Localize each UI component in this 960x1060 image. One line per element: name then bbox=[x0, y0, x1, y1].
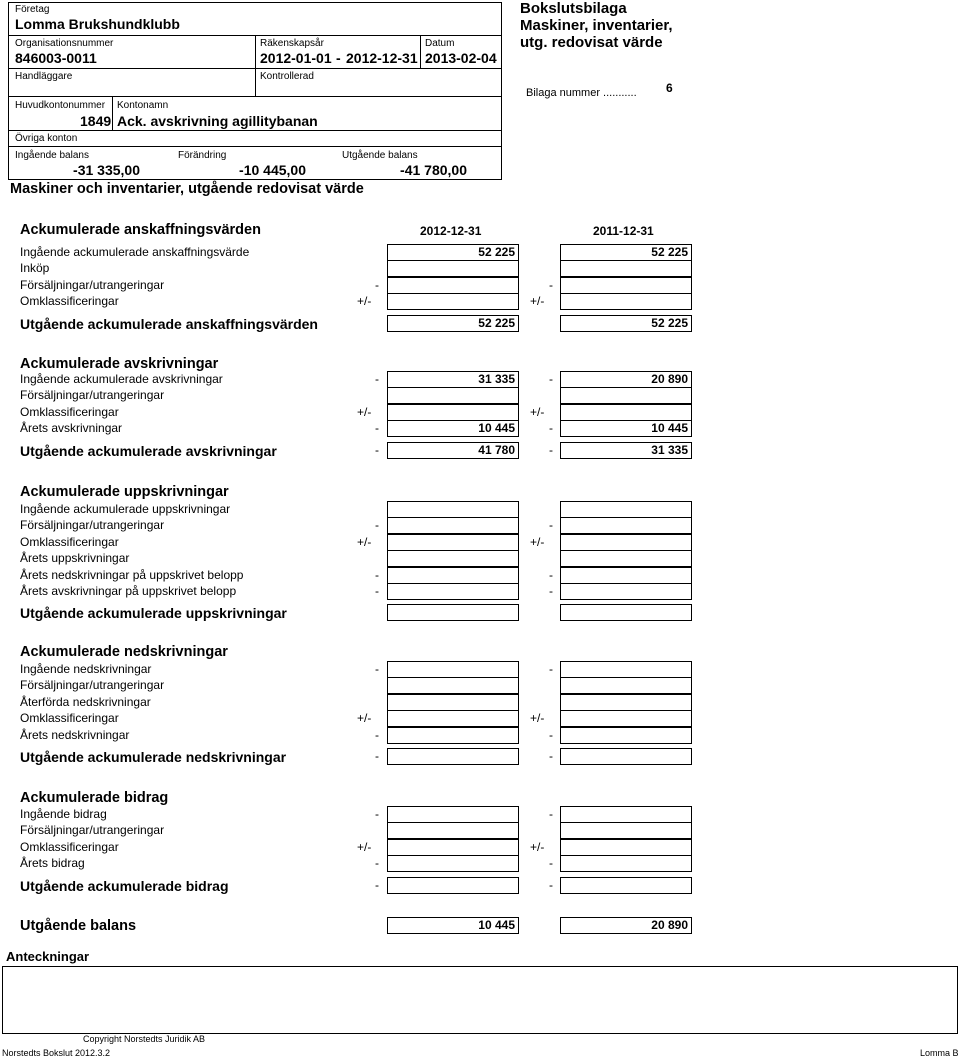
section-title-nedskrivningar: Ackumulerade nedskrivningar bbox=[20, 644, 228, 660]
divider bbox=[255, 35, 256, 96]
divider bbox=[8, 146, 502, 147]
row-value-previous bbox=[560, 404, 692, 421]
row-value-current bbox=[387, 293, 519, 310]
row-sign-previous: - bbox=[549, 728, 553, 742]
row-value-previous bbox=[560, 567, 692, 584]
row-label: Utgående ackumulerade bidrag bbox=[20, 878, 229, 894]
section-title-bidrag: Ackumulerade bidrag bbox=[20, 790, 169, 806]
row-sign-previous: +/- bbox=[530, 840, 545, 854]
bilaga-title-2: Maskiner, inventarier, bbox=[520, 17, 673, 34]
bilaga-nummer-value: 6 bbox=[666, 81, 673, 95]
row-label: Årets avskrivningar på uppskrivet belopp bbox=[20, 584, 237, 598]
row-label: Ingående nedskrivningar bbox=[20, 662, 152, 676]
row-value-current bbox=[387, 550, 519, 567]
row-sign-current: +/- bbox=[357, 294, 372, 308]
bilaga-title-3: utg. redovisat värde bbox=[520, 34, 663, 51]
row-value-current: 52 225 bbox=[387, 244, 519, 261]
row-value-current bbox=[387, 694, 519, 711]
row-sign-current: - bbox=[375, 856, 379, 870]
huvudkonto-value: 1849 bbox=[80, 113, 112, 129]
row-label: Inköp bbox=[20, 261, 50, 275]
row-label: Ingående ackumulerade uppskrivningar bbox=[20, 502, 231, 516]
row-label: Ingående ackumulerade anskaffningsvärde bbox=[20, 245, 250, 259]
ovriga-konton-label: Övriga konton bbox=[15, 133, 78, 144]
row-label: Årets uppskrivningar bbox=[20, 551, 130, 565]
row-value-previous: 52 225 bbox=[560, 315, 692, 332]
row-label: Återförda nedskrivningar bbox=[20, 695, 151, 709]
kontrollerad-label: Kontrollerad bbox=[260, 71, 314, 82]
row-value-current bbox=[387, 534, 519, 551]
row-sign-previous: - bbox=[549, 518, 553, 532]
row-value-current bbox=[387, 677, 519, 694]
footer-version: Norstedts Bokslut 2012.3.2 bbox=[2, 1048, 111, 1058]
row-label: Ingående bidrag bbox=[20, 807, 107, 821]
row-value-current bbox=[387, 583, 519, 600]
row-label: Omklassificeringar bbox=[20, 535, 119, 549]
divider bbox=[8, 96, 502, 97]
row-sign-current: - bbox=[375, 372, 379, 386]
year-previous: 2011-12-31 bbox=[593, 224, 654, 238]
row-sign-current: - bbox=[375, 421, 379, 435]
row-label: Utgående ackumulerade avskrivningar bbox=[20, 443, 277, 459]
row-value-previous bbox=[560, 387, 692, 404]
row-value-previous bbox=[560, 501, 692, 518]
datum-value: 2013-02-04 bbox=[425, 50, 497, 66]
row-sign-previous: - bbox=[549, 421, 553, 435]
utgaende-balans-value: -41 780,00 bbox=[400, 162, 467, 178]
row-sign-current: - bbox=[375, 443, 379, 457]
row-label: Årets nedskrivningar på uppskrivet belopp bbox=[20, 568, 244, 582]
row-sign-current: +/- bbox=[357, 711, 372, 725]
row-value-previous: 31 335 bbox=[560, 442, 692, 459]
row-value-previous bbox=[560, 710, 692, 727]
row-label: Utgående ackumulerade anskaffningsvärden bbox=[20, 316, 318, 332]
utgaende-balans-total-previous: 20 890 bbox=[560, 917, 692, 934]
rakenskapsar-dash: - bbox=[336, 50, 341, 66]
row-sign-current: - bbox=[375, 807, 379, 821]
rakenskapsar-from: 2012-01-01 bbox=[260, 50, 332, 66]
row-sign-current: +/- bbox=[357, 840, 372, 854]
row-sign-current: - bbox=[375, 728, 379, 742]
row-label: Försäljningar/utrangeringar bbox=[20, 678, 165, 692]
row-value-current bbox=[387, 387, 519, 404]
footer-copyright: Copyright Norstedts Juridik AB bbox=[83, 1034, 206, 1044]
row-label: Omklassificeringar bbox=[20, 294, 119, 308]
row-value-previous bbox=[560, 822, 692, 839]
row-value-previous bbox=[560, 806, 692, 823]
utgaende-balans-total-current: 10 445 bbox=[387, 917, 519, 934]
row-sign-previous: - bbox=[549, 856, 553, 870]
row-sign-previous: - bbox=[549, 749, 553, 763]
anteckningar-label: Anteckningar bbox=[6, 949, 90, 964]
row-label: Årets bidrag bbox=[20, 856, 85, 870]
bilaga-nummer-label: Bilaga nummer ........... bbox=[526, 87, 637, 99]
row-value-current: 52 225 bbox=[387, 315, 519, 332]
row-sign-current: - bbox=[375, 518, 379, 532]
row-value-current bbox=[387, 404, 519, 421]
anteckningar-box[interactable] bbox=[2, 966, 958, 1034]
foretag-label: Företag bbox=[15, 4, 50, 15]
row-value-previous bbox=[560, 727, 692, 744]
row-value-previous bbox=[560, 583, 692, 600]
orgnr-label: Organisationsnummer bbox=[15, 38, 114, 49]
row-sign-current: +/- bbox=[357, 405, 372, 419]
row-value-current bbox=[387, 501, 519, 518]
row-value-current: 41 780 bbox=[387, 442, 519, 459]
row-value-previous: 52 225 bbox=[560, 244, 692, 261]
row-label: Omklassificeringar bbox=[20, 840, 119, 854]
row-value-previous: 20 890 bbox=[560, 371, 692, 388]
row-value-previous bbox=[560, 855, 692, 872]
row-label: Omklassificeringar bbox=[20, 711, 119, 725]
row-value-current bbox=[387, 806, 519, 823]
section-title-avskrivningar: Ackumulerade avskrivningar bbox=[20, 356, 219, 372]
foretag-value: Lomma Brukshundklubb bbox=[15, 16, 180, 32]
row-value-current bbox=[387, 567, 519, 584]
row-sign-previous: +/- bbox=[530, 294, 545, 308]
row-label: Årets avskrivningar bbox=[20, 421, 123, 435]
divider bbox=[112, 96, 113, 130]
forandring-label: Förändring bbox=[178, 150, 227, 161]
row-sign-previous: - bbox=[549, 584, 553, 598]
row-value-previous bbox=[560, 748, 692, 765]
row-sign-current: - bbox=[375, 749, 379, 763]
row-value-current bbox=[387, 277, 519, 294]
row-sign-previous: - bbox=[549, 807, 553, 821]
row-value-previous bbox=[560, 839, 692, 856]
row-label: Försäljningar/utrangeringar bbox=[20, 388, 165, 402]
row-value-previous bbox=[560, 877, 692, 894]
bilaga-title-1: Bokslutsbilaga bbox=[520, 0, 627, 17]
footer-company: Lomma B bbox=[920, 1048, 959, 1058]
kontonamn-label: Kontonamn bbox=[117, 100, 169, 111]
row-value-current bbox=[387, 517, 519, 534]
row-value-previous bbox=[560, 661, 692, 678]
row-sign-previous: - bbox=[549, 278, 553, 292]
row-label: Försäljningar/utrangeringar bbox=[20, 823, 165, 837]
row-value-current bbox=[387, 710, 519, 727]
row-sign-previous: - bbox=[549, 878, 553, 892]
row-label: Ingående ackumulerade avskrivningar bbox=[20, 372, 223, 386]
row-value-previous bbox=[560, 293, 692, 310]
row-sign-previous: - bbox=[549, 443, 553, 457]
row-value-current bbox=[387, 855, 519, 872]
section-title-uppskrivningar: Ackumulerade uppskrivningar bbox=[20, 484, 229, 500]
row-value-current bbox=[387, 260, 519, 277]
row-label: Utgående ackumulerade uppskrivningar bbox=[20, 605, 287, 621]
row-sign-previous: - bbox=[549, 662, 553, 676]
row-value-previous bbox=[560, 604, 692, 621]
row-value-current bbox=[387, 748, 519, 765]
row-sign-current: - bbox=[375, 878, 379, 892]
rakenskapsar-to: 2012-12-31 bbox=[346, 50, 418, 66]
row-sign-previous: +/- bbox=[530, 405, 545, 419]
row-value-current bbox=[387, 839, 519, 856]
row-value-current bbox=[387, 822, 519, 839]
row-value-current: 10 445 bbox=[387, 420, 519, 437]
page-subtitle: Maskiner och inventarier, utgående redovisat värde bbox=[10, 181, 364, 197]
row-sign-current: - bbox=[375, 584, 379, 598]
datum-label: Datum bbox=[425, 38, 455, 49]
section-title-anskaffning: Ackumulerade anskaffningsvärden bbox=[20, 222, 261, 238]
ingaende-balans-value: -31 335,00 bbox=[73, 162, 140, 178]
row-sign-previous: +/- bbox=[530, 711, 545, 725]
utgaende-balans-label: Utgående balans bbox=[342, 150, 418, 161]
row-sign-previous: - bbox=[549, 372, 553, 386]
utgaende-balans-total-label: Utgående balans bbox=[20, 918, 137, 934]
row-value-previous bbox=[560, 534, 692, 551]
row-value-previous bbox=[560, 677, 692, 694]
row-label: Utgående ackumulerade nedskrivningar bbox=[20, 749, 287, 765]
huvudkonto-label: Huvudkontonummer bbox=[15, 100, 106, 111]
divider bbox=[420, 35, 421, 68]
year-current: 2012-12-31 bbox=[420, 224, 482, 238]
row-label: Försäljningar/utrangeringar bbox=[20, 518, 165, 532]
row-value-current bbox=[387, 661, 519, 678]
row-sign-current: - bbox=[375, 568, 379, 582]
row-value-current bbox=[387, 877, 519, 894]
row-value-previous bbox=[560, 277, 692, 294]
row-value-previous: 10 445 bbox=[560, 420, 692, 437]
row-sign-current: +/- bbox=[357, 535, 372, 549]
rakenskapsar-label: Räkenskapsår bbox=[260, 38, 324, 49]
row-value-previous bbox=[560, 694, 692, 711]
row-sign-previous: +/- bbox=[530, 535, 545, 549]
row-sign-current: - bbox=[375, 662, 379, 676]
row-value-previous bbox=[560, 517, 692, 534]
forandring-value: -10 445,00 bbox=[239, 162, 306, 178]
row-label: Försäljningar/utrangeringar bbox=[20, 278, 165, 292]
row-sign-previous: - bbox=[549, 568, 553, 582]
ingaende-balans-label: Ingående balans bbox=[15, 150, 89, 161]
row-value-previous bbox=[560, 550, 692, 567]
row-value-previous bbox=[560, 260, 692, 277]
row-value-current bbox=[387, 604, 519, 621]
divider bbox=[8, 130, 502, 131]
row-value-current bbox=[387, 727, 519, 744]
row-sign-current: - bbox=[375, 278, 379, 292]
row-value-current: 31 335 bbox=[387, 371, 519, 388]
orgnr-value: 846003-0011 bbox=[15, 50, 97, 66]
kontonamn-value: Ack. avskrivning agillitybanan bbox=[117, 113, 318, 129]
row-label: Årets nedskrivningar bbox=[20, 728, 130, 742]
handlaggare-label: Handläggare bbox=[15, 71, 73, 82]
row-label: Omklassificeringar bbox=[20, 405, 119, 419]
